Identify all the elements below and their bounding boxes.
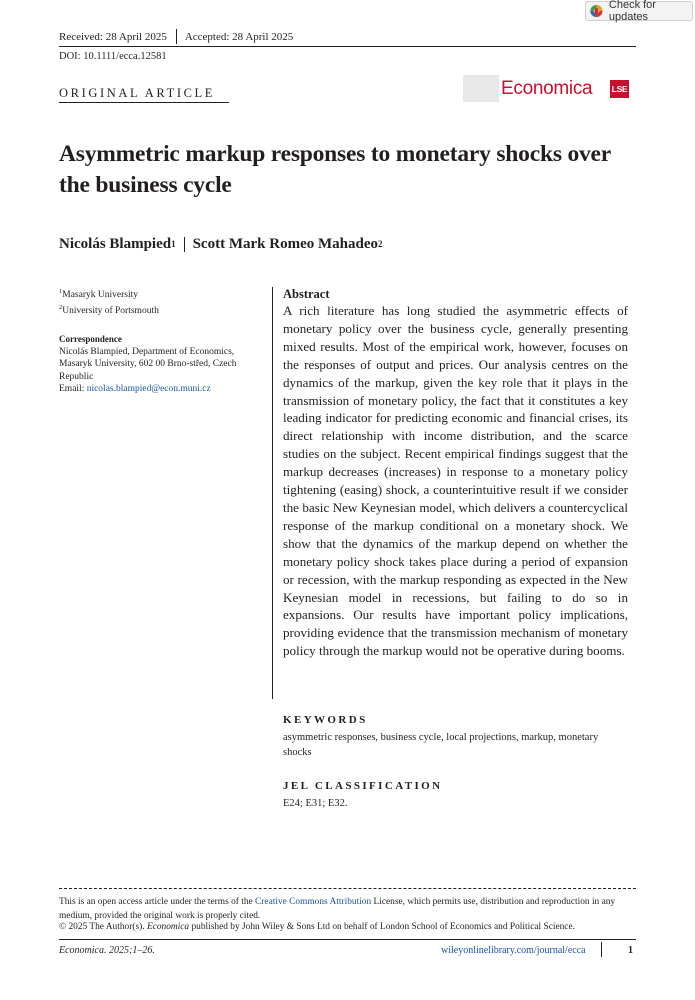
received-date: Received: 28 April 2025 bbox=[59, 30, 167, 43]
author-separator bbox=[184, 237, 185, 252]
affiliation-name: Masaryk University bbox=[62, 290, 138, 301]
correspondence-block bbox=[59, 346, 264, 395]
check-for-updates-icon bbox=[589, 3, 604, 19]
lse-logo: LSE bbox=[610, 80, 629, 98]
affiliation-name: University of Portsmouth bbox=[62, 306, 159, 317]
article-dates bbox=[59, 29, 293, 44]
jel-text: E24; E31; E32. bbox=[283, 798, 348, 809]
journal-reference bbox=[59, 945, 155, 956]
author-affiliation-mark: 1 bbox=[171, 239, 176, 249]
copyright-text: © 2025 The Author(s). bbox=[59, 922, 147, 932]
keywords-heading: KEYWORDS bbox=[283, 714, 368, 726]
jel-heading: JEL CLASSIFICATION bbox=[283, 780, 443, 792]
date-separator bbox=[176, 29, 177, 44]
page-number: 1 bbox=[628, 945, 633, 956]
header-rule bbox=[59, 46, 636, 47]
affiliation-mark: 2 bbox=[59, 304, 63, 311]
abstract-heading: Abstract bbox=[283, 287, 330, 301]
license-text: License, which permits use, distribution and reproduction in any medium, provided the original work is properly cited. bbox=[59, 897, 616, 921]
affiliation bbox=[59, 304, 159, 316]
journal-website-link[interactable]: wileyonlinelibrary.com/journal/ecca bbox=[441, 945, 586, 956]
license-note bbox=[59, 895, 637, 923]
abstract-rule bbox=[272, 287, 273, 699]
article-type-underline bbox=[59, 102, 229, 103]
journal-logo-block bbox=[463, 75, 499, 102]
accepted-date: Accepted: 28 April 2025 bbox=[184, 30, 294, 43]
check-for-updates-button[interactable] bbox=[585, 1, 693, 21]
correspondence-heading: Correspondence bbox=[59, 334, 122, 344]
license-text: This is an open access article under the terms of the bbox=[59, 897, 256, 907]
author-affiliation-mark: 2 bbox=[377, 239, 383, 249]
abstract-text: A rich literature has long studied the asymmetric effects of monetary policy over the business cycle, generally presenting mixed results. Most of the empirical work, however, focuses on the responses of output and prices. Our analysis centres on the dynamics of the markup, given the key role that it plays in the transmission of monetary policy, the fact that it constitutes a key leading indicator for predicting economic and financial crises, its direct relationship with income distribution, and the scarce studies on the subject. Recent empirical findings suggest that the markup decreases (increases) in response to a monetary policy tightening (easing) shock, a counterintuitive result if we consider the basic New Keynesian model, which delivers a countercyclical response of the markup conditional on a monetary shock. We show that the dynamics of the markup depend on whether the monetary policy shock takes place during a period of expansion or recession, with the markup responding as expected in the New Keynesian model in recessions, but failing to do so in expansions. Our results have important policy implications, providing evidence that the transmission mechanism of monetary policy through the markup would not be operative during booms. bbox=[283, 303, 628, 659]
article-title: Asymmetric markup responses to monetary shocks over the business cycle bbox=[59, 141, 611, 198]
doi: DOI: 10.1111/ecca.12581 bbox=[59, 51, 167, 62]
journal-logo-text: Economica bbox=[501, 78, 593, 99]
journal-reference-text: Economica. 2025;1–26. bbox=[59, 945, 155, 956]
author-list bbox=[59, 236, 382, 253]
email-label: Email: bbox=[59, 383, 87, 394]
author-name: Scott Mark Romeo Mahadeo bbox=[192, 236, 378, 252]
check-for-updates-label: Check for updates bbox=[608, 0, 656, 23]
footnote-divider bbox=[59, 888, 636, 889]
footer-rule bbox=[59, 939, 636, 940]
creative-commons-link[interactable]: Creative Commons Attribution bbox=[255, 897, 372, 907]
article-type: ORIGINAL ARTICLE bbox=[59, 86, 215, 100]
copyright-note bbox=[59, 922, 575, 932]
author-name: Nicolás Blampied bbox=[59, 236, 172, 252]
affiliation-mark: 1 bbox=[59, 288, 63, 295]
email-link[interactable]: nicolas.blampied@econ.muni.cz bbox=[86, 383, 211, 394]
copyright-text: published by John Wiley & Sons Ltd on behalf of London School of Economics and Political Science. bbox=[189, 922, 575, 932]
affiliation bbox=[59, 288, 138, 300]
correspondence-address: Nicolás Blampied, Department of Economics, Masaryk University, 602 00 Brno-střed, Czech Republic bbox=[59, 347, 237, 382]
copyright-journal: Economica bbox=[146, 922, 190, 932]
page-number-separator bbox=[601, 942, 602, 957]
keywords-text: asymmetric responses, business cycle, local projections, markup, monetary shocks bbox=[283, 732, 599, 758]
